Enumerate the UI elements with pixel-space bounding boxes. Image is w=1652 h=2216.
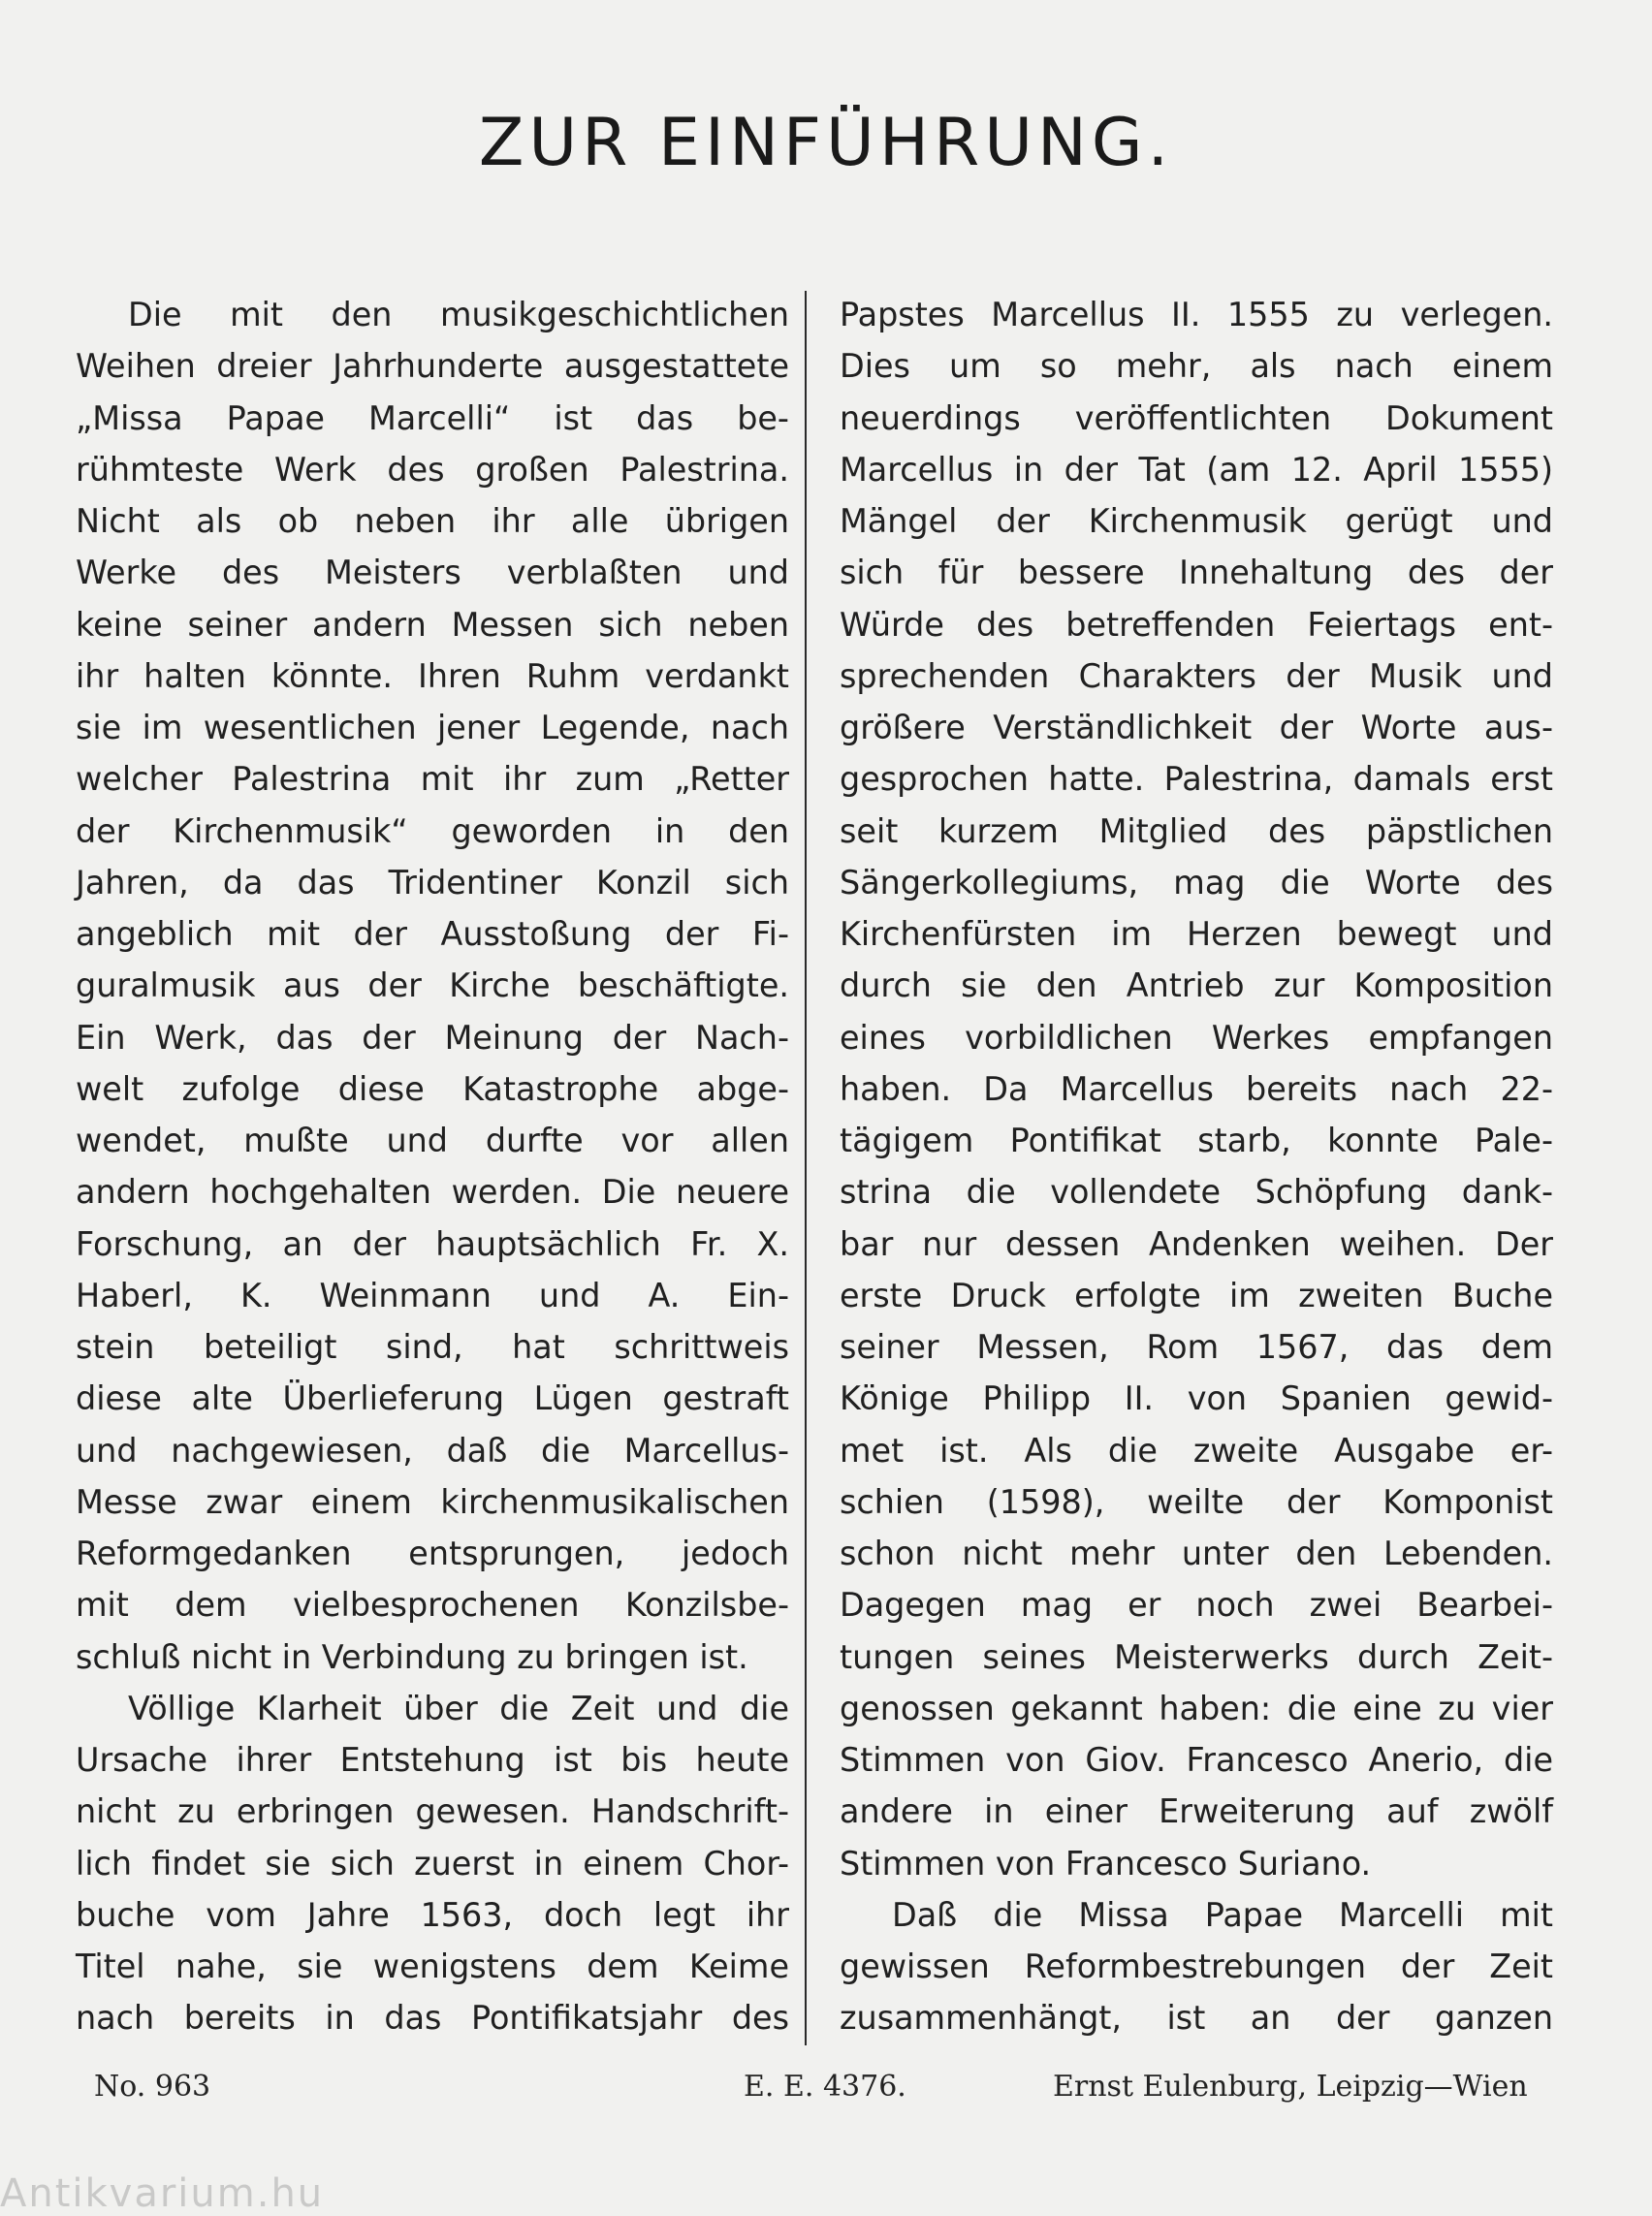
- text-line: guralmusik aus der Kirche beschäftigte.: [76, 966, 789, 1005]
- text-line: strina die vollendete Schöpfung dank-: [840, 1173, 1553, 1212]
- text-line: met ist. Als die zweite Ausgabe er-: [840, 1431, 1553, 1470]
- text-line: eines vorbildlichen Werkes empfangen: [840, 1018, 1553, 1057]
- text-line: nicht zu erbringen gewesen. Handschrift-: [76, 1792, 789, 1831]
- text-line: Papstes Marcellus II. 1555 zu verlegen.: [840, 296, 1553, 333]
- text-line: Jahren, da das Tridentiner Konzil sich: [76, 863, 789, 902]
- text-line: gewissen Reformbestrebungen der Zeit: [840, 1947, 1553, 1985]
- left-column: [76, 289, 789, 2044]
- text-line: Mängel der Kirchenmusik gerügt und: [840, 502, 1553, 540]
- text-line: durch sie den Antrieb zur Komposition: [840, 966, 1553, 1005]
- text-line: buche vom Jahre 1563, doch legt ihr: [76, 1895, 789, 1934]
- text-line: tungen seines Meisterwerks durch Zeit-: [840, 1637, 1553, 1676]
- text-line: Werke des Meisters verblaßten und: [76, 554, 789, 592]
- watermark: Antikvarium.hu: [0, 2171, 325, 2216]
- text-line: schluß nicht in Verbindung zu bringen ist.: [76, 1637, 748, 1676]
- text-line: Daß die Missa Papae Marcelli mit: [892, 1895, 1553, 1934]
- text-line: ihr halten könnte. Ihren Ruhm verdankt: [76, 656, 789, 695]
- text-line: erste Druck erfolgte im zweiten Buche: [840, 1276, 1553, 1314]
- text-line: Nicht als ob neben ihr alle übrigen: [76, 502, 789, 540]
- text-line: wendet, mußte und durfte vor allen: [76, 1122, 789, 1159]
- text-line: Messe zwar einem kirchenmusikalischen: [76, 1482, 789, 1521]
- footer-number: No. 963: [94, 2070, 211, 2104]
- footer-publisher: Ernst Eulenburg, Leipzig—Wien: [1053, 2070, 1528, 2104]
- text-line: andere in einer Erweiterung auf zwölf: [840, 1792, 1553, 1831]
- text-line: Haberl, K. Weinmann und A. Ein-: [76, 1276, 789, 1314]
- text-line: welcher Palestrina mit ihr zum „Retter: [76, 760, 789, 799]
- text-line: Die mit den musikgeschichtlichen: [128, 296, 789, 333]
- text-line: Dagegen mag er noch zwei Bearbei-: [840, 1586, 1553, 1625]
- footer-plate-number: E. E. 4376.: [744, 2070, 906, 2104]
- text-line: Ursache ihrer Entstehung ist bis heute: [76, 1741, 789, 1779]
- text-line: und nachgewiesen, daß die Marcellus-: [76, 1431, 789, 1470]
- text-line: lich findet sie sich zuerst in einem Chor-: [76, 1844, 789, 1883]
- text-line: keine seiner andern Messen sich neben: [76, 605, 789, 644]
- text-line: welt zufolge diese Katastrophe abge-: [76, 1069, 789, 1108]
- text-line: tägigem Pontifikat starb, konnte Pale-: [840, 1122, 1553, 1159]
- text-line: stein beteiligt sind, hat schrittweis: [76, 1328, 789, 1366]
- text-line: „Missa Papae Marcelli“ ist das be-: [76, 398, 789, 437]
- text-line: schon nicht mehr unter den Lebenden.: [840, 1535, 1553, 1572]
- text-line: Völlige Klarheit über die Zeit und die: [128, 1689, 789, 1727]
- text-line: Titel nahe, sie wenigstens dem Keime: [76, 1947, 789, 1985]
- text-line: seit kurzem Mitglied des päpstlichen: [840, 811, 1553, 850]
- text-line: haben. Da Marcellus bereits nach 22-: [840, 1069, 1553, 1108]
- text-line: größere Verständlichkeit der Worte aus-: [840, 709, 1553, 746]
- text-line: Kirchenfürsten im Herzen bewegt und: [840, 915, 1553, 953]
- text-line: Könige Philipp II. von Spanien gewid-: [840, 1379, 1553, 1418]
- text-line: Würde des betreffenden Feiertags ent-: [840, 605, 1553, 644]
- page-title: ZUR EINFÜHRUNG.: [478, 105, 1174, 181]
- text-line: Marcellus in der Tat (am 12. April 1555): [840, 450, 1553, 489]
- text-line: diese alte Überlieferung Lügen gestraft: [76, 1379, 789, 1418]
- column-divider: [805, 291, 807, 2045]
- text-line: gesprochen hatte. Palestrina, damals erst: [840, 760, 1553, 799]
- text-line: sprechenden Charakters der Musik und: [840, 656, 1553, 695]
- text-line: Sängerkollegiums, mag die Worte des: [840, 863, 1553, 902]
- text-line: Ein Werk, das der Meinung der Nach-: [76, 1018, 789, 1057]
- text-line: zusammenhängt, ist an der ganzen: [840, 1999, 1553, 2038]
- paragraph: [840, 1889, 1553, 2044]
- text-line: genossen gekannt haben: die eine zu vier: [840, 1689, 1553, 1727]
- text-line: der Kirchenmusik“ geworden in den: [76, 811, 789, 850]
- text-line: rühmteste Werk des großen Palestrina.: [76, 450, 789, 489]
- text-line: mit dem vielbesprochenen Konzilsbe-: [76, 1586, 789, 1625]
- text-line: Stimmen von Francesco Suriano.: [840, 1844, 1372, 1883]
- text-line: Dies um so mehr, als nach einem: [840, 347, 1553, 386]
- right-column: [840, 289, 1553, 2044]
- text-line: nach bereits in das Pontifikatsjahr des: [76, 1999, 789, 2038]
- text-line: bar nur dessen Andenken weihen. Der: [840, 1224, 1553, 1263]
- paragraph: [76, 289, 789, 1683]
- text-line: andern hochgehalten werden. Die neuere: [76, 1173, 789, 1212]
- text-line: schien (1598), weilte der Komponist: [840, 1482, 1553, 1521]
- text-line: Forschung, an der hauptsächlich Fr. X.: [76, 1224, 789, 1263]
- paragraph: [76, 1683, 789, 2044]
- paragraph: [840, 289, 1553, 1889]
- text-line: Reformgedanken entsprungen, jedoch: [76, 1535, 789, 1572]
- text-line: Weihen dreier Jahrhunderte ausgestattete: [76, 347, 789, 386]
- text-line: neuerdings veröffentlichten Dokument: [840, 398, 1553, 437]
- text-line: angeblich mit der Ausstoßung der Fi-: [76, 915, 789, 953]
- text-line: sie im wesentlichen jener Legende, nach: [76, 709, 789, 746]
- text-line: sich für bessere Innehaltung des der: [840, 554, 1553, 592]
- text-line: Stimmen von Giov. Francesco Anerio, die: [840, 1741, 1553, 1779]
- text-line: seiner Messen, Rom 1567, das dem: [840, 1328, 1553, 1366]
